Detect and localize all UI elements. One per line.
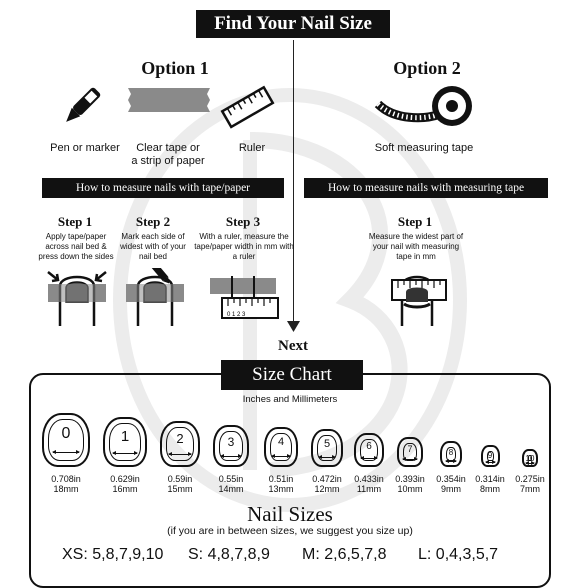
nail-size-mm: 16mm [112, 484, 138, 494]
nail-size-inches: 0.59in [167, 474, 193, 484]
nail-size-mm: 9mm [441, 484, 461, 494]
step3-title: Step 3 [225, 214, 261, 229]
nail-size-measure [98, 474, 152, 494]
nail-shape-size-10 [522, 449, 538, 467]
nail-size-inches: 0.433in [354, 474, 384, 484]
nail-size-number: 4 [277, 436, 285, 449]
step1-title: Step 1 [57, 214, 93, 229]
nail-sizes-note: (if you are in between sizes, we suggest you size up) [167, 525, 413, 537]
nail-shape-size-1 [103, 417, 147, 467]
size-group-values: 4,8,7,8,9 [207, 546, 270, 563]
width-arrow-icon [403, 459, 416, 460]
option2-banner-text: How to measure nails with measuring tape [327, 182, 525, 194]
nail-shape-size-4 [264, 427, 298, 467]
nail-size-mm: 11mm [356, 484, 382, 494]
nail-size-measure [153, 474, 207, 494]
nail-size-measure [204, 474, 258, 494]
nail-shape-size-3 [213, 425, 249, 467]
width-arrow-icon [361, 458, 377, 459]
size-chart-subtitle: Inches and Millimeters [242, 394, 338, 405]
nail-shape-size-5 [311, 429, 343, 467]
nail-shape-size-7 [397, 437, 423, 467]
nail-size-inches: 0.314in [475, 474, 505, 484]
width-arrow-icon [446, 461, 457, 462]
nail-size-inches: 0.472in [312, 474, 342, 484]
nail-shape-size-8 [440, 441, 462, 467]
step2-text: Mark each side of widest with of your nail bed [120, 232, 186, 261]
tool-label-soft-tape: Soft measuring tape [374, 142, 474, 154]
nail-size-mm: 8mm [480, 484, 500, 494]
nail-size-measure [39, 474, 93, 494]
tool-label-ruler: Ruler [238, 142, 266, 154]
svg-text:0 1 2 3: 0 1 2 3 [227, 312, 246, 318]
step3-text: With a ruler, measure the tape/paper width in mm with a ruler [194, 232, 294, 261]
width-arrow-icon [486, 462, 495, 463]
measuring-tape-icon [374, 84, 474, 134]
size-group-values: 5,8,7,9,10 [92, 546, 164, 563]
nail-size-mm: 14mm [218, 484, 244, 494]
size-group-values: 2,6,5,7,8 [324, 546, 387, 563]
option2-banner [304, 178, 548, 198]
step1-illustration [44, 268, 110, 326]
option2-title: Option 2 [393, 58, 461, 78]
nail-size-inches: 0.393in [395, 474, 425, 484]
nail-size-mm: 18mm [53, 484, 79, 494]
size-chart-title-text: Size Chart [252, 364, 332, 385]
down-arrow-icon [286, 320, 301, 334]
nail-size-number: 3 [227, 434, 235, 449]
step2-title: Step 2 [135, 214, 171, 229]
nail-shape-size-9 [481, 445, 500, 467]
page-title-text: Find Your Nail Size [214, 13, 372, 34]
width-arrow-icon [221, 456, 240, 457]
ruler-icon [220, 84, 276, 132]
option1-banner [42, 178, 284, 198]
nail-size-mm: 15mm [167, 484, 193, 494]
nail-size-inches: 0.354in [436, 474, 466, 484]
size-group-s [188, 546, 270, 564]
nail-size-mm: 12mm [314, 484, 340, 494]
nail-size-number: 2 [176, 431, 184, 447]
width-arrow-icon [272, 456, 290, 457]
nail-size-mm: 10mm [397, 484, 423, 494]
nail-size-measure [503, 474, 557, 494]
size-group-l [418, 546, 498, 564]
width-arrow-icon [319, 457, 336, 458]
page-title [196, 10, 390, 38]
option1-title: Option 1 [141, 58, 209, 78]
size-group-label: XS: [62, 546, 88, 563]
nail-size-number: 6 [366, 441, 372, 453]
nail-shape-size-2 [160, 421, 200, 467]
nail-shape-size-0 [42, 413, 90, 467]
nail-size-number: 9 [487, 450, 493, 460]
nail-size-number: 7 [407, 444, 413, 455]
option2-step1-text: Measure the widest part of your nail with measuring tape in mm [368, 232, 464, 261]
option2-step1-illustration [384, 268, 450, 326]
nail-size-inches: 0.275in [515, 474, 545, 484]
nail-size-number: 5 [323, 437, 331, 450]
width-arrow-icon [113, 453, 137, 454]
size-chart-title [221, 360, 363, 390]
nail-size-inches: 0.51in [268, 474, 294, 484]
option1-banner-text: How to measure nails with tape/paper [75, 182, 251, 194]
size-group-label: L: [418, 546, 432, 563]
step3-illustration [206, 274, 282, 320]
nail-size-mm: 7mm [520, 484, 540, 494]
nail-shape-size-6 [354, 433, 384, 467]
tool-label-pen: Pen or marker [50, 142, 120, 154]
option2-step1-title: Step 1 [397, 214, 433, 229]
step1-text: Apply tape/paper across nail bed & press down the sides [38, 232, 114, 261]
step2-illustration [124, 268, 186, 326]
tape-strip-icon [128, 88, 210, 112]
width-arrow-icon [526, 463, 533, 464]
nail-size-number: 1 [120, 428, 130, 445]
nail-size-inches: 0.55in [218, 474, 244, 484]
width-arrow-icon [169, 454, 191, 455]
size-group-xs [62, 546, 163, 564]
size-group-label: M: [302, 546, 320, 563]
pen-icon [58, 84, 104, 130]
size-group-label: S: [188, 546, 204, 563]
nail-size-mm: 13mm [268, 484, 294, 494]
nail-size-number: 0 [61, 424, 71, 442]
next-label: Next [278, 338, 308, 354]
tool-label-tape: Clear tape or a strip of paper [131, 142, 205, 167]
size-group-m [302, 546, 387, 564]
nail-sizes-title: Nail Sizes [247, 502, 333, 526]
center-divider [293, 40, 294, 324]
nail-size-number: 10 [525, 454, 535, 464]
nail-size-inches: 0.708in [51, 474, 81, 484]
nail-size-number: 8 [448, 447, 454, 457]
size-group-values: 0,4,3,5,7 [435, 546, 499, 563]
nail-size-inches: 0.629in [110, 474, 140, 484]
width-arrow-icon [53, 452, 79, 453]
